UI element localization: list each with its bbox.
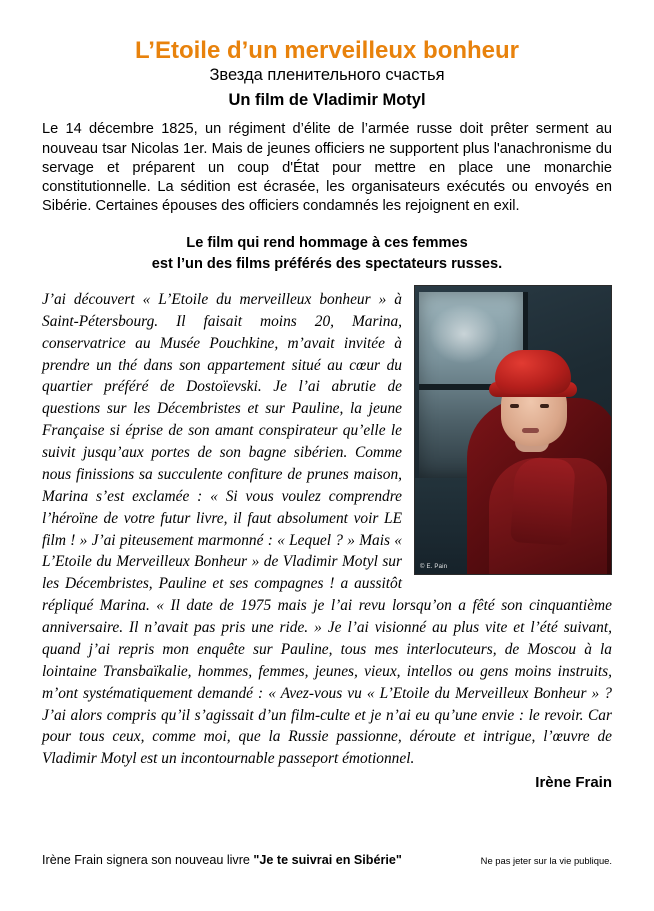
photo-container: [414, 285, 612, 575]
testimony-paragraph: J’ai découvert « L’Etoile du merveilleux bonheur » à Saint-Pétersbourg. Il faisait moins 20, Marina, conservatrice au Musée Pouchkine, m’avait invitée à prendre un thé dans son appartement situé au cœur du quartier préféré de Dostoïevski. Je l’ai abrutie de questions sur les Décembristes et sur Pauline, la jeune Française si éprise de son amant conspirateur qu’elle le suivit jusqu’aux portes de son bagne sibérien. Comme nous finissions sa succulente confiture de prunes maison, Marina s’est exclamée : « Si vous voulez comprendre l’héroïne de votre futur livre, il faut absolument voir LE film ! » J’ai piteusement marmonné : « Lequel ? » Mais « L’Etoile du Merveilleux Bonheur » de Vladimir Motyl sur les Décembristes, Pauline et ses compagnes ! a aussitôt répliqué Marina. « Il date de 1975 mais je l’ai revu lorsqu’on a fêté son cinquantième anniversaire. Il n’avait pas pris une ride. » Je l’ai visionné au plus vite et l’été suivant, quand j’ai repris mon enquête sur Pauline, tous mes interlocuteurs, de Moscou à la lointaine Transbaïkalie, hommes, femmes, jeunes, vieux, intellos ou gens moins instruits, m’ont systématiquement demandé : « Avez-vous vu « L’Etoile du Merveilleux Bonheur » ? J’ai alors compris qu’il s’agissait d’un film-culte et je n’ai eu qu’une envie : le revoir. Car pour tous ceux, comme moi, que la Russie passionne, déroute et intrigue, l’œuvre de Vladimir Motyl est un incontournable passeport émotionnel.: [42, 290, 612, 768]
portrait-photo: [414, 285, 612, 575]
figure-scarf: [510, 456, 576, 546]
footer-disclaimer: Ne pas jeter sur la vie publique.: [480, 855, 612, 866]
window-glow: [429, 304, 499, 364]
author-signature: Irène Frain: [535, 774, 612, 792]
page-title-russian: Звезда пленительного счастья: [209, 66, 445, 85]
page-title: L’Etoile d’un merveilleux bonheur: [134, 37, 520, 64]
footer-announcement-text: Irène Frain signera son nouveau livre: [42, 853, 254, 867]
tagline-line-2: est l’un des films préférés des spectateurs russes.: [151, 255, 503, 272]
footer: [42, 853, 612, 867]
tagline-block: [42, 233, 612, 275]
footer-book-announcement: [42, 853, 402, 867]
figure-mouth: [522, 428, 539, 433]
figure-eye-right: [540, 404, 549, 408]
photo-credit: © E. Pain: [420, 563, 448, 570]
synopsis-paragraph: Le 14 décembre 1825, un régiment d’élite de l’armée russe doit prêter serment au nouveau tsar Nicolas 1er. Mais de jeunes officiers ne supportent plus l'anachronisme du servage et préparent un coup d'État pour mettre en place une monarchie constitutionnelle. La sédition est écrasée, les organisateurs exécutés ou envoyés en Sibérie. Certaines épouses des officiers condamnés les rejoignent en exil.: [42, 121, 612, 215]
red-beret-icon: [495, 350, 571, 394]
tagline-line-1: Le film qui rend hommage à ces femmes: [186, 234, 468, 251]
figure-eye-left: [510, 404, 519, 408]
footer-book-title: "Je te suivrai en Sibérie": [253, 853, 402, 867]
film-director-line: Un film de Vladimir Motyl: [228, 91, 426, 110]
